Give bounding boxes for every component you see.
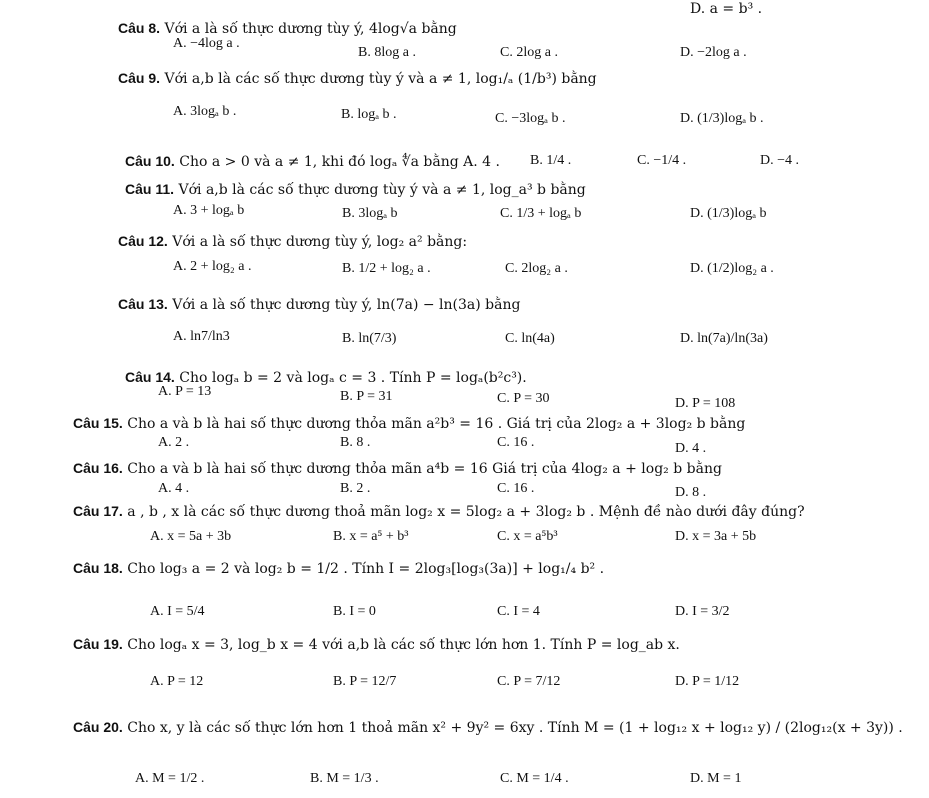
q11-option-c[interactable]: C. 1/3 + logₐ b <box>500 206 582 221</box>
q19-option-a[interactable]: A. P = 12 <box>150 674 204 689</box>
q13-option-a[interactable]: A. ln7/ln3 <box>173 329 230 344</box>
q17-option-a[interactable]: A. x = 5a + 3b <box>150 529 232 544</box>
q16-option-a[interactable]: A. 4 . <box>158 481 190 496</box>
q11-option-a[interactable]: A. 3 + logₐ b <box>173 203 245 218</box>
q9-option-a[interactable]: A. 3logₐ b . <box>173 104 237 119</box>
q16-option-c[interactable]: C. 16 . <box>497 481 535 496</box>
q20-option-a[interactable]: A. M = 1/2 . <box>135 771 205 786</box>
question-15-text: Cho a và b là hai số thực dương thỏa mãn a²b³ = 16 . Giá trị của 2log₂ a + 3log₂ b bằng <box>127 416 746 432</box>
question-14-number: Câu 14. <box>125 369 175 385</box>
q19-option-c[interactable]: C. P = 7/12 <box>497 674 561 689</box>
q14-option-c[interactable]: C. P = 30 <box>497 391 550 406</box>
question-9-number: Câu 9. <box>118 70 161 86</box>
question-18-stem <box>73 559 604 578</box>
q20-option-c[interactable]: C. M = 1/4 . <box>500 771 569 786</box>
q19-option-d[interactable]: D. P = 1/12 <box>675 674 740 689</box>
q8-option-d[interactable]: D. −2log a . <box>680 45 747 60</box>
q20-option-b[interactable]: B. M = 1/3 . <box>310 771 379 786</box>
question-16-text: Cho a và b là hai số thực dương thỏa mãn a⁴b = 16 Giá trị của 4log₂ a + log₂ b bằng <box>127 461 722 477</box>
q10-option-d[interactable]: D. −4 . <box>760 153 800 168</box>
question-18-text: Cho log₃ a = 2 và log₂ b = 1/2 . Tính I = 2log₃[log₃(3a)] + log₁/₄ b² . <box>127 561 605 577</box>
fragment-top-right: D. a = b³ . <box>690 1 763 17</box>
question-10-number: Câu 10. <box>125 153 175 169</box>
question-8-number: Câu 8. <box>118 20 161 36</box>
question-10-text: Cho a > 0 và a ≠ 1, khi đó logₐ ∜a bằng A. 4 . <box>179 154 500 170</box>
q9-option-b[interactable]: B. logₐ b . <box>341 107 397 122</box>
question-9-text: Với a,b là các số thực dương tùy ý và a ≠ 1, log₁/ₐ (1/b³) bằng <box>164 71 597 87</box>
q9-option-c[interactable]: C. −3logₐ b . <box>495 111 566 126</box>
question-15-number: Câu 15. <box>73 415 123 431</box>
question-17-text: a , b , x là các số thực dương thoả mãn log₂ x = 5log₂ a + 3log₂ b . Mệnh đề nào dưới đây đúng? <box>127 504 805 520</box>
q12-option-b[interactable]: B. 1/2 + log₂ a . <box>342 261 431 276</box>
question-17-number: Câu 17. <box>73 503 123 519</box>
question-16-number: Câu 16. <box>73 460 123 476</box>
question-18-number: Câu 18. <box>73 560 123 576</box>
question-12-stem <box>118 232 467 251</box>
q15-option-c[interactable]: C. 16 . <box>497 435 535 450</box>
q18-option-a[interactable]: A. I = 5/4 <box>150 604 205 619</box>
q14-option-a[interactable]: A. P = 13 <box>158 384 212 399</box>
q13-option-d[interactable]: D. ln(7a)/ln(3a) <box>680 331 768 346</box>
question-19-number: Câu 19. <box>73 636 123 652</box>
q12-option-a[interactable]: A. 2 + log₂ a . <box>173 259 252 274</box>
question-12-text: Với a là số thực dương tùy ý, log₂ a² bằng: <box>172 234 468 250</box>
q17-option-c[interactable]: C. x = a⁵b³ <box>497 529 558 544</box>
question-11-text: Với a,b là các số thực dương tùy ý và a ≠ 1, log_a³ b bằng <box>178 182 586 198</box>
q12-option-c[interactable]: C. 2log₂ a . <box>505 261 568 276</box>
q10-option-b[interactable]: B. 1/4 . <box>530 153 572 168</box>
q18-option-c[interactable]: C. I = 4 <box>497 604 540 619</box>
question-17-stem <box>73 502 805 521</box>
question-9-stem <box>118 69 597 88</box>
q17-option-d[interactable]: D. x = 3a + 5b <box>675 529 757 544</box>
q14-option-d[interactable]: D. P = 108 <box>675 396 736 411</box>
question-11-number: Câu 11. <box>125 181 175 197</box>
q8-option-b[interactable]: B. 8log a . <box>358 45 416 60</box>
q13-option-b[interactable]: B. ln(7/3) <box>342 331 397 346</box>
q15-option-a[interactable]: A. 2 . <box>158 435 190 450</box>
question-8-stem <box>118 19 457 38</box>
question-19-text: Cho logₐ x = 3, log_b x = 4 với a,b là các số thực lớn hơn 1. Tính P = log_ab x. <box>127 637 680 653</box>
q11-option-d[interactable]: D. (1/3)logₐ b <box>690 206 767 221</box>
q16-option-d[interactable]: D. 8 . <box>675 485 707 500</box>
question-10-stem <box>125 152 500 171</box>
q14-option-b[interactable]: B. P = 31 <box>340 389 393 404</box>
q8-option-c[interactable]: C. 2log a . <box>500 45 558 60</box>
q18-option-b[interactable]: B. I = 0 <box>333 604 376 619</box>
question-20-stem <box>73 718 903 737</box>
q8-option-a[interactable]: A. −4log a . <box>173 36 240 51</box>
q12-option-d[interactable]: D. (1/2)log₂ a . <box>690 261 774 276</box>
question-14-text: Cho logₐ b = 2 và logₐ c = 3 . Tính P = logₐ(b²c³). <box>179 370 527 386</box>
question-16-stem <box>73 459 722 478</box>
question-11-stem <box>125 180 586 199</box>
q19-option-b[interactable]: B. P = 12/7 <box>333 674 397 689</box>
question-8-text: Với a là số thực dương tùy ý, 4log√a bằng <box>164 21 457 37</box>
question-20-number: Câu 20. <box>73 719 123 735</box>
question-19-stem <box>73 635 680 654</box>
q20-option-d[interactable]: D. M = 1 <box>690 771 742 786</box>
q13-option-c[interactable]: C. ln(4a) <box>505 331 555 346</box>
question-20-text: Cho x, y là các số thực lớn hơn 1 thoả mãn x² + 9y² = 6xy . Tính M = (1 + log₁₂ x + log₁₂ y) / (2log₁₂(x + 3y)) . <box>127 720 903 736</box>
q15-option-d[interactable]: D. 4 . <box>675 441 707 456</box>
q10-option-c[interactable]: C. −1/4 . <box>637 153 687 168</box>
q18-option-d[interactable]: D. I = 3/2 <box>675 604 730 619</box>
question-12-number: Câu 12. <box>118 233 168 249</box>
question-15-stem <box>73 414 745 433</box>
q15-option-b[interactable]: B. 8 . <box>340 435 371 450</box>
q16-option-b[interactable]: B. 2 . <box>340 481 371 496</box>
q17-option-b[interactable]: B. x = a⁵ + b³ <box>333 529 409 544</box>
q11-option-b[interactable]: B. 3logₐ b <box>342 206 398 221</box>
question-13-text: Với a là số thực dương tùy ý, ln(7a) − ln(3a) bằng <box>172 297 521 313</box>
question-13-stem <box>118 295 520 314</box>
q9-option-d[interactable]: D. (1/3)logₐ b . <box>680 111 764 126</box>
question-13-number: Câu 13. <box>118 296 168 312</box>
